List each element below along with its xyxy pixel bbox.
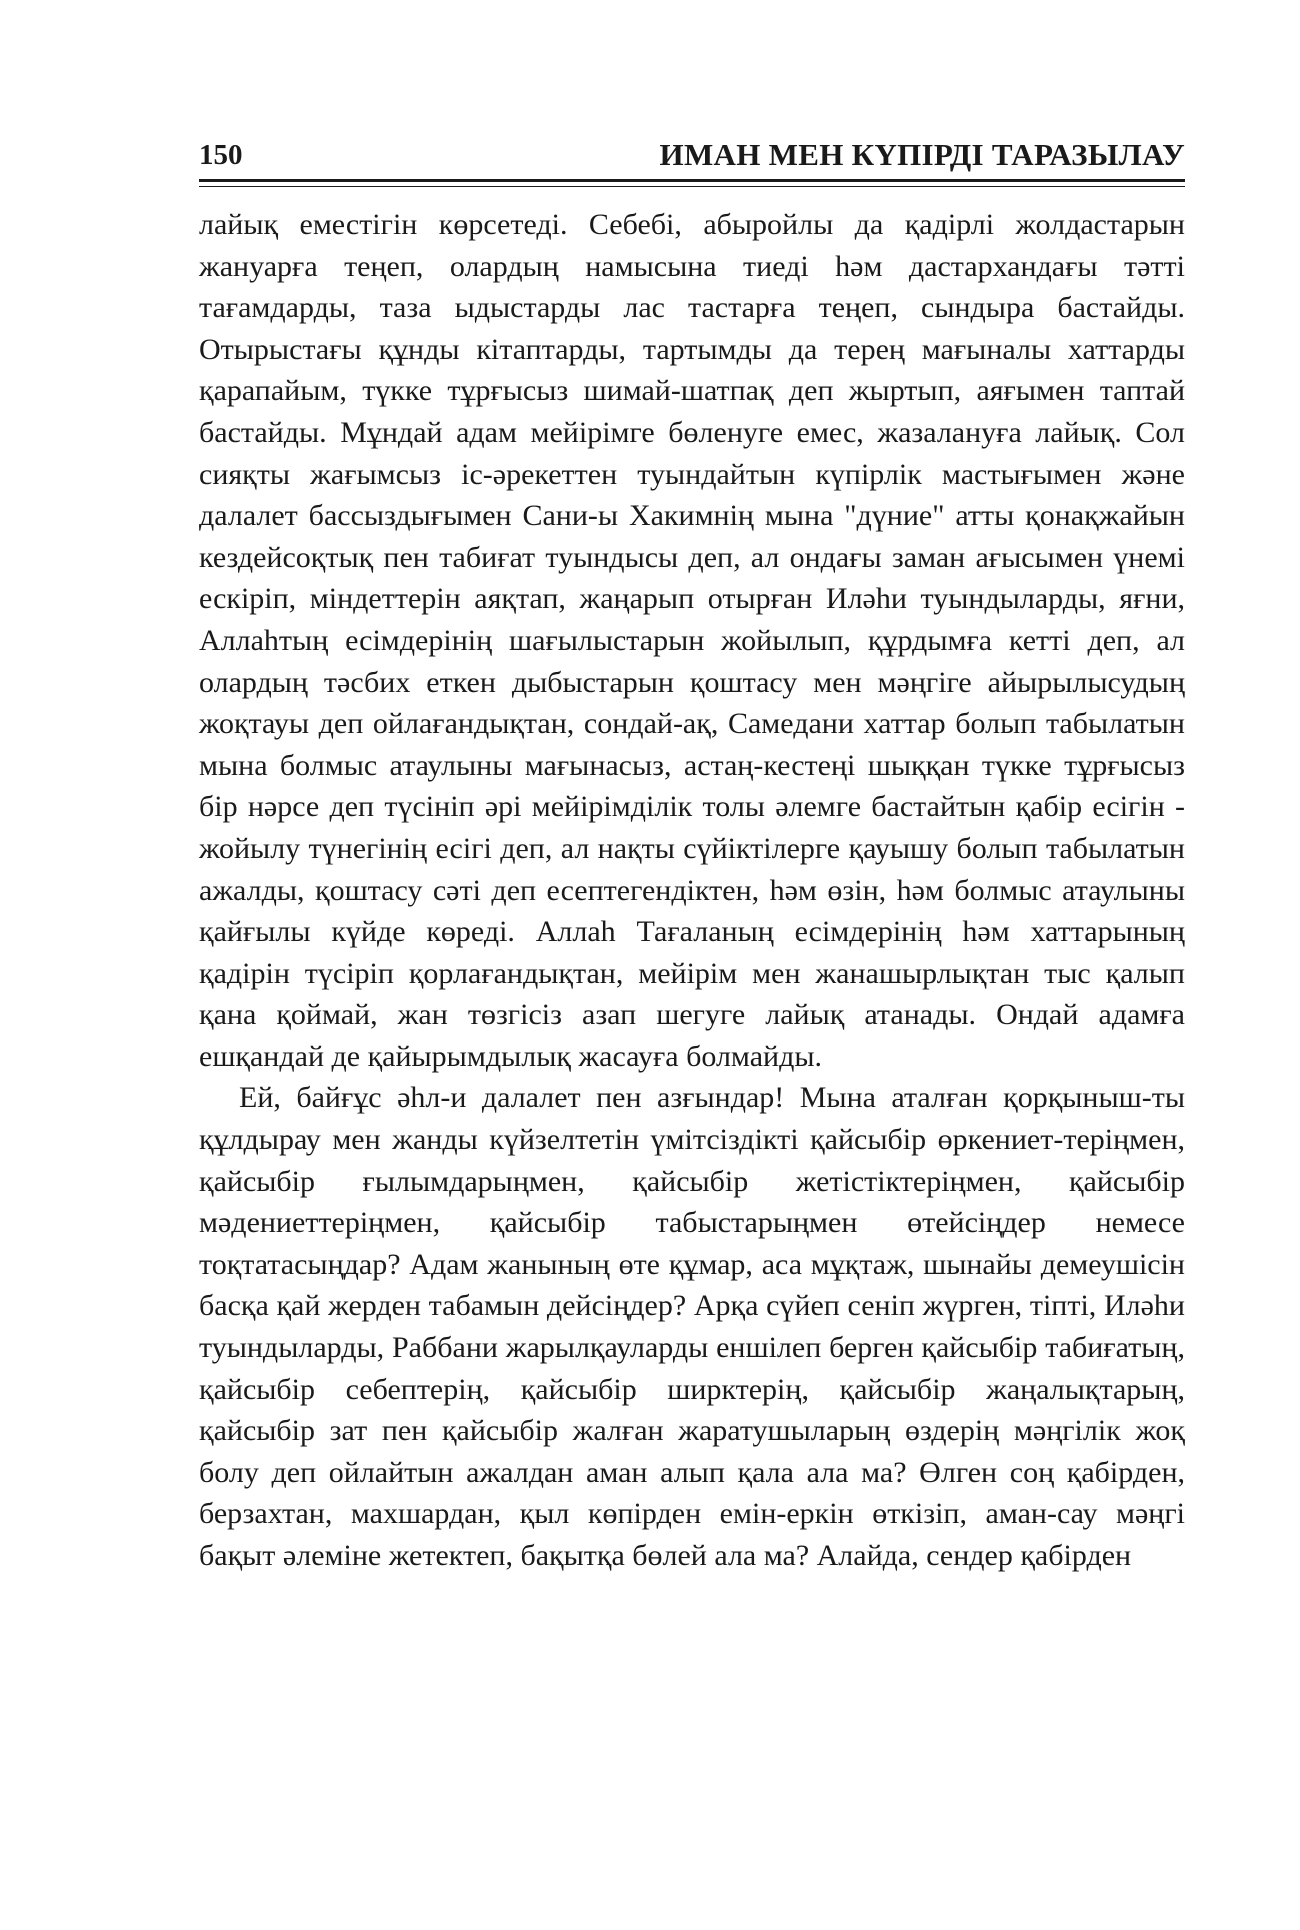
running-title: ИМАН МЕН КҮПІРДІ ТАРАЗЫЛАУ bbox=[659, 137, 1185, 172]
header-rule-thin bbox=[199, 186, 1185, 187]
paragraph-2: Ей, байғұс әһл-и далалет пен азғындар! Мына аталған қорқыныш-ты құлдырау мен жанды күйзелтетін үмітсіздікті қайсыбір өркениет-теріңмен, қайсыбір ғылымдарыңмен, қайсыбір жетістіктеріңмен, қайсыбір мәдениеттеріңмен, қайсыбір табыстарыңмен өтейсіңдер немесе тоқтатасыңдар? Адам жанының өте құмар, аса мұқтаж, шынайы демеушісін басқа қай жерден табамын дейсіңдер? Арқа сүйеп сеніп жүрген, тіпті, Иләһи туындыларды, Раббани жарылқауларды еншілеп берген қайсыбір табиғатың, қайсыбір себептерің, қайсыбір ширктерің, қайсыбір жаңалықтарың, қайсыбір зат пен қайсыбір жалған жаратушыларың өздерің мәңгілік жоқ болу деп ойлайтын ажалдан аман алып қала ала ма? Өлген соң қабірден, берзахтан, махшардан, қыл көпірден емін-еркін өткізіп, аман-сау мәңгі бақыт әлеміне жетектеп, бақытқа бөлей ала ма? Алайда, сендер қабірден bbox=[199, 1081, 1185, 1572]
body-text bbox=[199, 204, 1185, 1577]
header-rule-thick bbox=[199, 179, 1185, 182]
page-header bbox=[199, 135, 1185, 175]
paragraph-1: лайық еместігін көрсетеді. Себебі, абыройлы да қадірлі жолдастарын жануарға теңеп, олардың намысына тиеді һәм дастархандағы тәтті тағамдарды, таза ыдыстарды лас тастарға теңеп, сындыра бастайды. Отырыстағы құнды кітаптарды, тартымды да терең мағыналы хаттарды қарапайым, түкке тұрғысыз шимай-шатпақ деп жыртып, аяғымен таптай бастайды. Мұндай адам мейірімге бөленуге емес, жазалануға лайық. Сол сияқты жағымсыз іс-әрекеттен туындайтын күпірлік мастығымен және далалет бассыздығымен Сани-ы Хакимнің мына "дүние" атты қонақжайын кездейсоқтық пен табиғат туындысы деп, ал ондағы заман ағысымен үнемі ескіріп, міндеттерін аяқтап, жаңарып отырған Иләһи туындыларды, яғни, Аллаһтың есімдерінің шағылыстарын жойылып, құрдымға кетті деп, ал олардың тәсбих еткен дыбыстарын қоштасу мен мәңгіге айырылысудың жоқтауы деп ойлағандықтан, сондай-ақ, Самедани хаттар болып табылатын мына болмыс атаулыны мағынасыз, астаң-кестеңі шыққан түкке тұрғысыз бір нәрсе деп түсініп әрі мейірімділік толы әлемге бастайтын қабір есігін - жойылу түнегінің есігі деп, ал нақты сүйіктілерге қауышу болып табылатын ажалды, қоштасу сәті деп есептегендіктен, һәм өзін, һәм болмыс атаулыны қайғылы күйде көреді. Аллаһ Тағаланың есімдерінің һәм хаттарының қадірін түсіріп қорлағандықтан, мейірім мен жанашырлықтан тыс қалып қана қоймай, жан төзгісіз азап шегуге лайық атанады. Ондай адамға ешқандай де қайырымдылық жасауға болмайды. bbox=[199, 208, 1185, 1073]
page-number: 150 bbox=[199, 139, 243, 171]
